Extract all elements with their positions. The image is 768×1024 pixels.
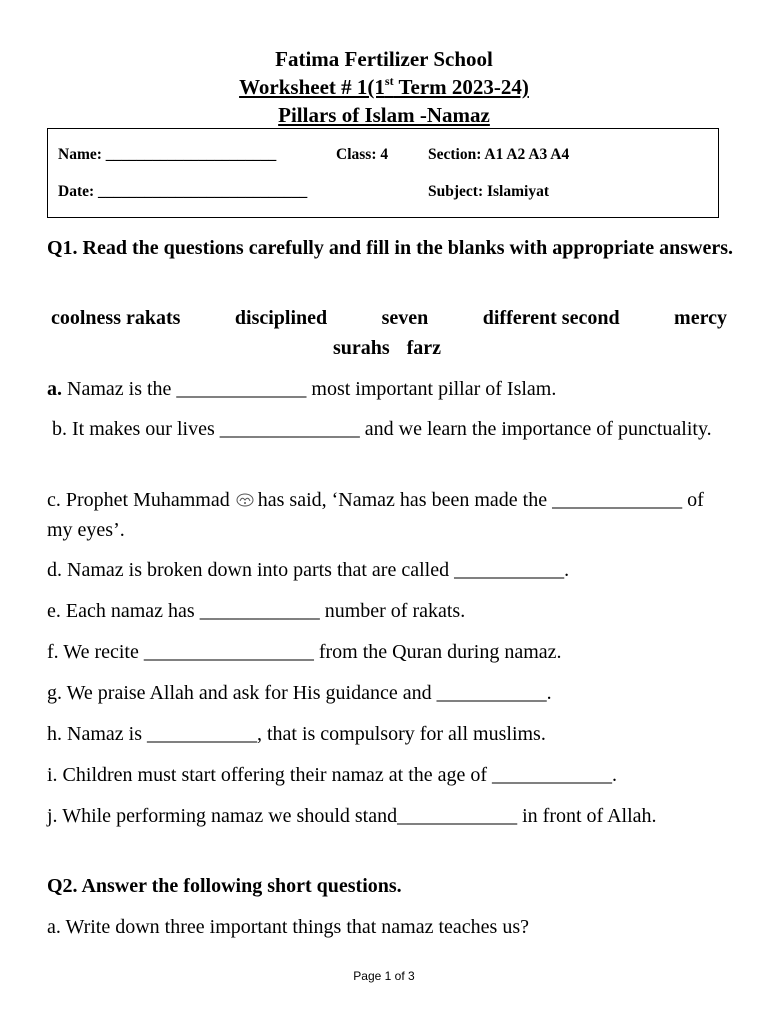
- class-label: Class: 4: [336, 146, 389, 163]
- word-bank-item: seven: [381, 307, 429, 329]
- question-item-b: b. It makes our lives ______________ and we learn the importance of punctuality.: [47, 418, 712, 440]
- page-number: Page 1 of 3: [353, 969, 415, 983]
- subject-label: Subject: Islamiyat: [428, 183, 549, 200]
- question-item-h: h. Namaz is ___________, that is compulsory for all muslims.: [47, 723, 546, 745]
- section-label: Section: A1 A2 A3 A4: [428, 146, 570, 163]
- question-item-a: a. Namaz is the _____________ most important pillar of Islam.: [47, 378, 557, 400]
- salutation-seal-icon: [236, 486, 254, 500]
- word-bank-item: farz: [406, 337, 442, 359]
- question-item-j: j. While performing namaz we should stand____________ in front of Allah.: [47, 805, 657, 827]
- word-bank-item: coolness rakats: [51, 307, 181, 329]
- word-bank: [47, 303, 727, 363]
- worksheet-title: Worksheet # 1(1st Term 2023-24): [239, 74, 529, 99]
- name-field[interactable]: Name: ______________________: [58, 146, 277, 163]
- school-name: Fatima Fertilizer School: [275, 47, 493, 71]
- q1-heading: Q1. Read the questions carefully and fill in the blanks with appropriate answers.: [47, 237, 734, 259]
- question-item-e: e. Each namaz has ____________ number of rakats.: [47, 600, 466, 622]
- question-item-g: g. We praise Allah and ask for His guidance and ___________.: [47, 682, 552, 704]
- student-info-box: [47, 128, 719, 218]
- question-item-i: i. Children must start offering their namaz at the age of ____________.: [47, 764, 618, 786]
- word-bank-item: surahs: [332, 337, 390, 359]
- q2-heading: Q2. Answer the following short questions.: [47, 875, 402, 897]
- topic-title: Pillars of Islam -Namaz: [278, 103, 490, 127]
- q2-item-a: a. Write down three important things that namaz teaches us?: [47, 916, 530, 938]
- word-bank-item: mercy: [674, 307, 727, 329]
- question-item-d: d. Namaz is broken down into parts that are called ___________.: [47, 559, 570, 581]
- word-bank-item: different second: [482, 307, 620, 329]
- word-bank-item: disciplined: [234, 307, 328, 329]
- question-item-f: f. We recite _________________ from the Quran during namaz.: [47, 641, 562, 663]
- date-field[interactable]: Date: ___________________________: [58, 183, 308, 200]
- question-item-c: c. Prophet Muhammad has said, ‘Namaz has been made the _____________ of my eyes’.: [47, 485, 727, 545]
